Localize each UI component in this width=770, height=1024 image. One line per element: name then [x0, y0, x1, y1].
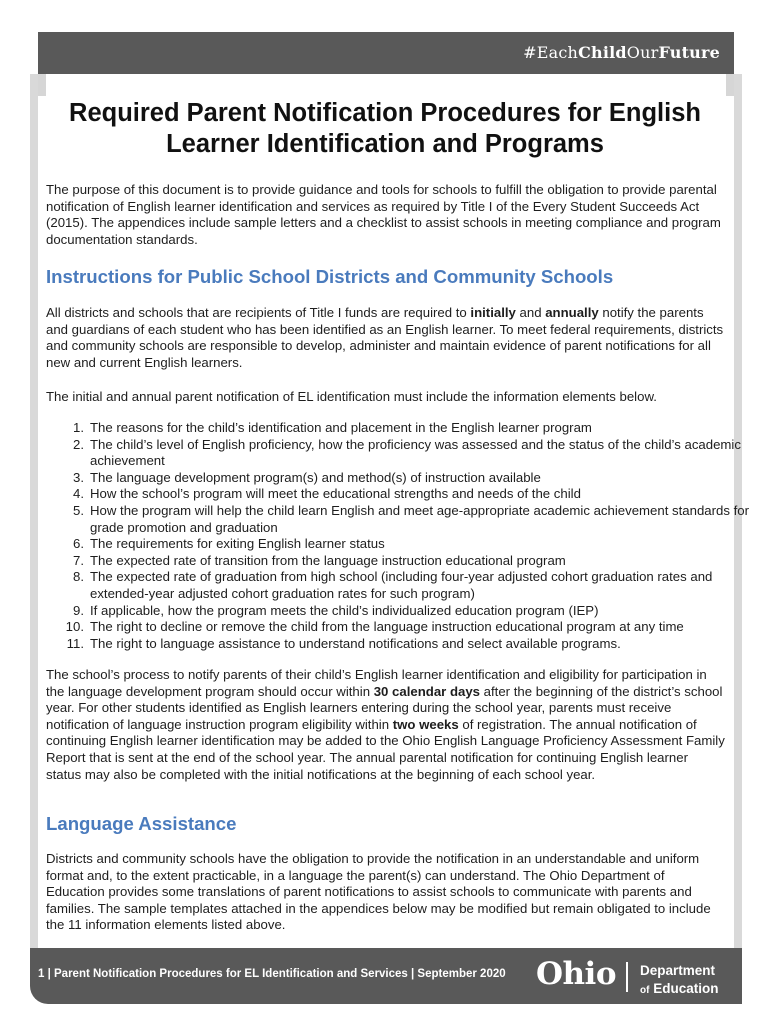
- list-text: The reasons for the child’s identification and placement in the English learner program: [90, 420, 592, 435]
- list-item: [73, 569, 770, 602]
- title-line-2: Learner Identification and Programs: [166, 130, 604, 158]
- list-item: [73, 469, 770, 487]
- list-item: [73, 420, 770, 437]
- language-assistance-paragraph: Districts and community schools have the obligation to provide the notification in an understandable and uniform format and, to the extent practicable, in a language the parent(s) can understand. The Ohio Department of Education provides some translations of parent notifications to assist schools to communicate with parents and families. The sample templates attached in the appendices below may be modified but remain obligated to include the 11 information elements listed above.: [46, 851, 711, 933]
- text-run: notify the parents and guardians of each student who has been identified as an English learner. To meet federal requirements, districts and community schools are responsible to develop, administer and maintain evidence of parent notifications for all new and current English learners.: [46, 305, 724, 370]
- instructions-paragraph-1: [46, 305, 726, 371]
- ohio-logo: Ohio: [536, 956, 616, 992]
- text-run: after the beginning of the district’s school year. For other students identified as English learners entering during the school year, parents must receive notification of language instruction program eligibility within: [46, 683, 723, 732]
- hashtag-child: Child: [578, 43, 627, 62]
- text-run: The school’s process to notify parents of their child’s English learner identification and eligibility for participation in the language development program should occur within: [46, 667, 707, 699]
- emphasis-initially: initially: [470, 305, 516, 320]
- list-number: 6.: [73, 536, 84, 552]
- dept-of: of: [640, 985, 650, 996]
- list-text: The expected rate of transition from the language instruction educational program: [90, 552, 566, 568]
- list-text: The requirements for exiting English learner status: [90, 536, 385, 552]
- list-text: If applicable, how the program meets the child’s individualized education program (IEP): [90, 602, 599, 618]
- text-run: of registration. The annual notification of continuing English learner identification may be added to the Ohio English Language Proficiency Assessment Family Report that is sent at the end of the school year. The annual parental notification for continuing English learner status may also be completed with the initial notifications at the beginning of each school year.: [46, 716, 725, 782]
- hashtag-logo: [523, 43, 720, 62]
- text-run: All districts and schools that are recipients of Title I funds are required to: [46, 305, 471, 320]
- hashtag-each: #Each: [523, 43, 579, 62]
- instructions-paragraph-2: The initial and annual parent notification of EL identification must include the information elements below.: [46, 389, 657, 404]
- list-number: 10.: [65, 619, 84, 635]
- text-run: and: [515, 305, 546, 320]
- list-item: [73, 436, 770, 470]
- information-elements-list: [46, 420, 770, 652]
- list-item: [73, 602, 770, 620]
- list-item: [73, 502, 770, 536]
- list-number: 3.: [73, 469, 84, 485]
- list-number: 2.: [73, 436, 84, 452]
- list-number: 4.: [73, 486, 84, 502]
- header-banner: [38, 32, 734, 74]
- logo-divider: [626, 962, 628, 992]
- list-item: [73, 552, 770, 570]
- list-item: [73, 536, 770, 553]
- list-number: 7.: [73, 552, 84, 568]
- list-text: The expected rate of graduation from high school (including four-year adjusted cohort graduation rates and extended-year adjusted cohort graduation rates for such program): [90, 569, 713, 601]
- list-text: How the school’s program will meet the educational strengths and needs of the child: [90, 486, 581, 502]
- dept-name-line2: [640, 981, 718, 996]
- list-item: [66, 635, 770, 653]
- footer-bar: [30, 948, 742, 1004]
- list-text: How the program will help the child learn English and meet age-appropriate academic achievement standards for grade promotion and graduation: [90, 502, 750, 535]
- footer-text: 1 | Parent Notification Procedures for EL Identification and Services | September 2020: [38, 968, 506, 980]
- dept-education: Education: [653, 981, 719, 996]
- document-title: [50, 98, 720, 160]
- intro-paragraph: The purpose of this document is to provide guidance and tools for schools to fulfill the obligation to provide parental notification of English learner identification and services as required by Title I of the Every Student Succeeds Act (2015). The appendices include sample letters and a checklist to assist schools in meeting compliance and program documentation standards.: [46, 182, 721, 247]
- list-number: 5.: [73, 502, 84, 518]
- list-number: 11.: [66, 635, 84, 651]
- title-line-1: Required Parent Notification Procedures for English: [69, 99, 701, 127]
- list-number: 9.: [73, 602, 84, 618]
- list-item: [65, 619, 770, 636]
- page-frame-left: [30, 74, 38, 958]
- list-text: The right to decline or remove the child from the language instruction educational program at any time: [90, 619, 684, 635]
- dept-name-line1: Department: [640, 963, 716, 978]
- emphasis-30-days: 30 calendar days: [373, 683, 481, 699]
- emphasis-two-weeks: two weeks: [392, 716, 459, 732]
- hashtag-future: Future: [658, 43, 720, 62]
- list-text: The right to language assistance to understand notifications and select available programs.: [90, 635, 621, 651]
- list-text: The child’s level of English proficiency, how the proficiency was assessed and the status of the child’s academic achievement: [90, 436, 741, 469]
- list-number: 8.: [73, 569, 84, 585]
- instructions-paragraph-3: [46, 667, 726, 783]
- emphasis-annually: annually: [545, 305, 599, 320]
- list-item: [73, 486, 770, 503]
- list-number: 1.: [73, 420, 84, 435]
- section-heading-language-assistance: Language Assistance: [46, 813, 237, 834]
- list-text: The language development program(s) and method(s) of instruction available: [90, 469, 541, 485]
- section-heading-instructions: Instructions for Public School Districts and Community Schools: [46, 266, 614, 287]
- hashtag-our: Our: [626, 43, 659, 62]
